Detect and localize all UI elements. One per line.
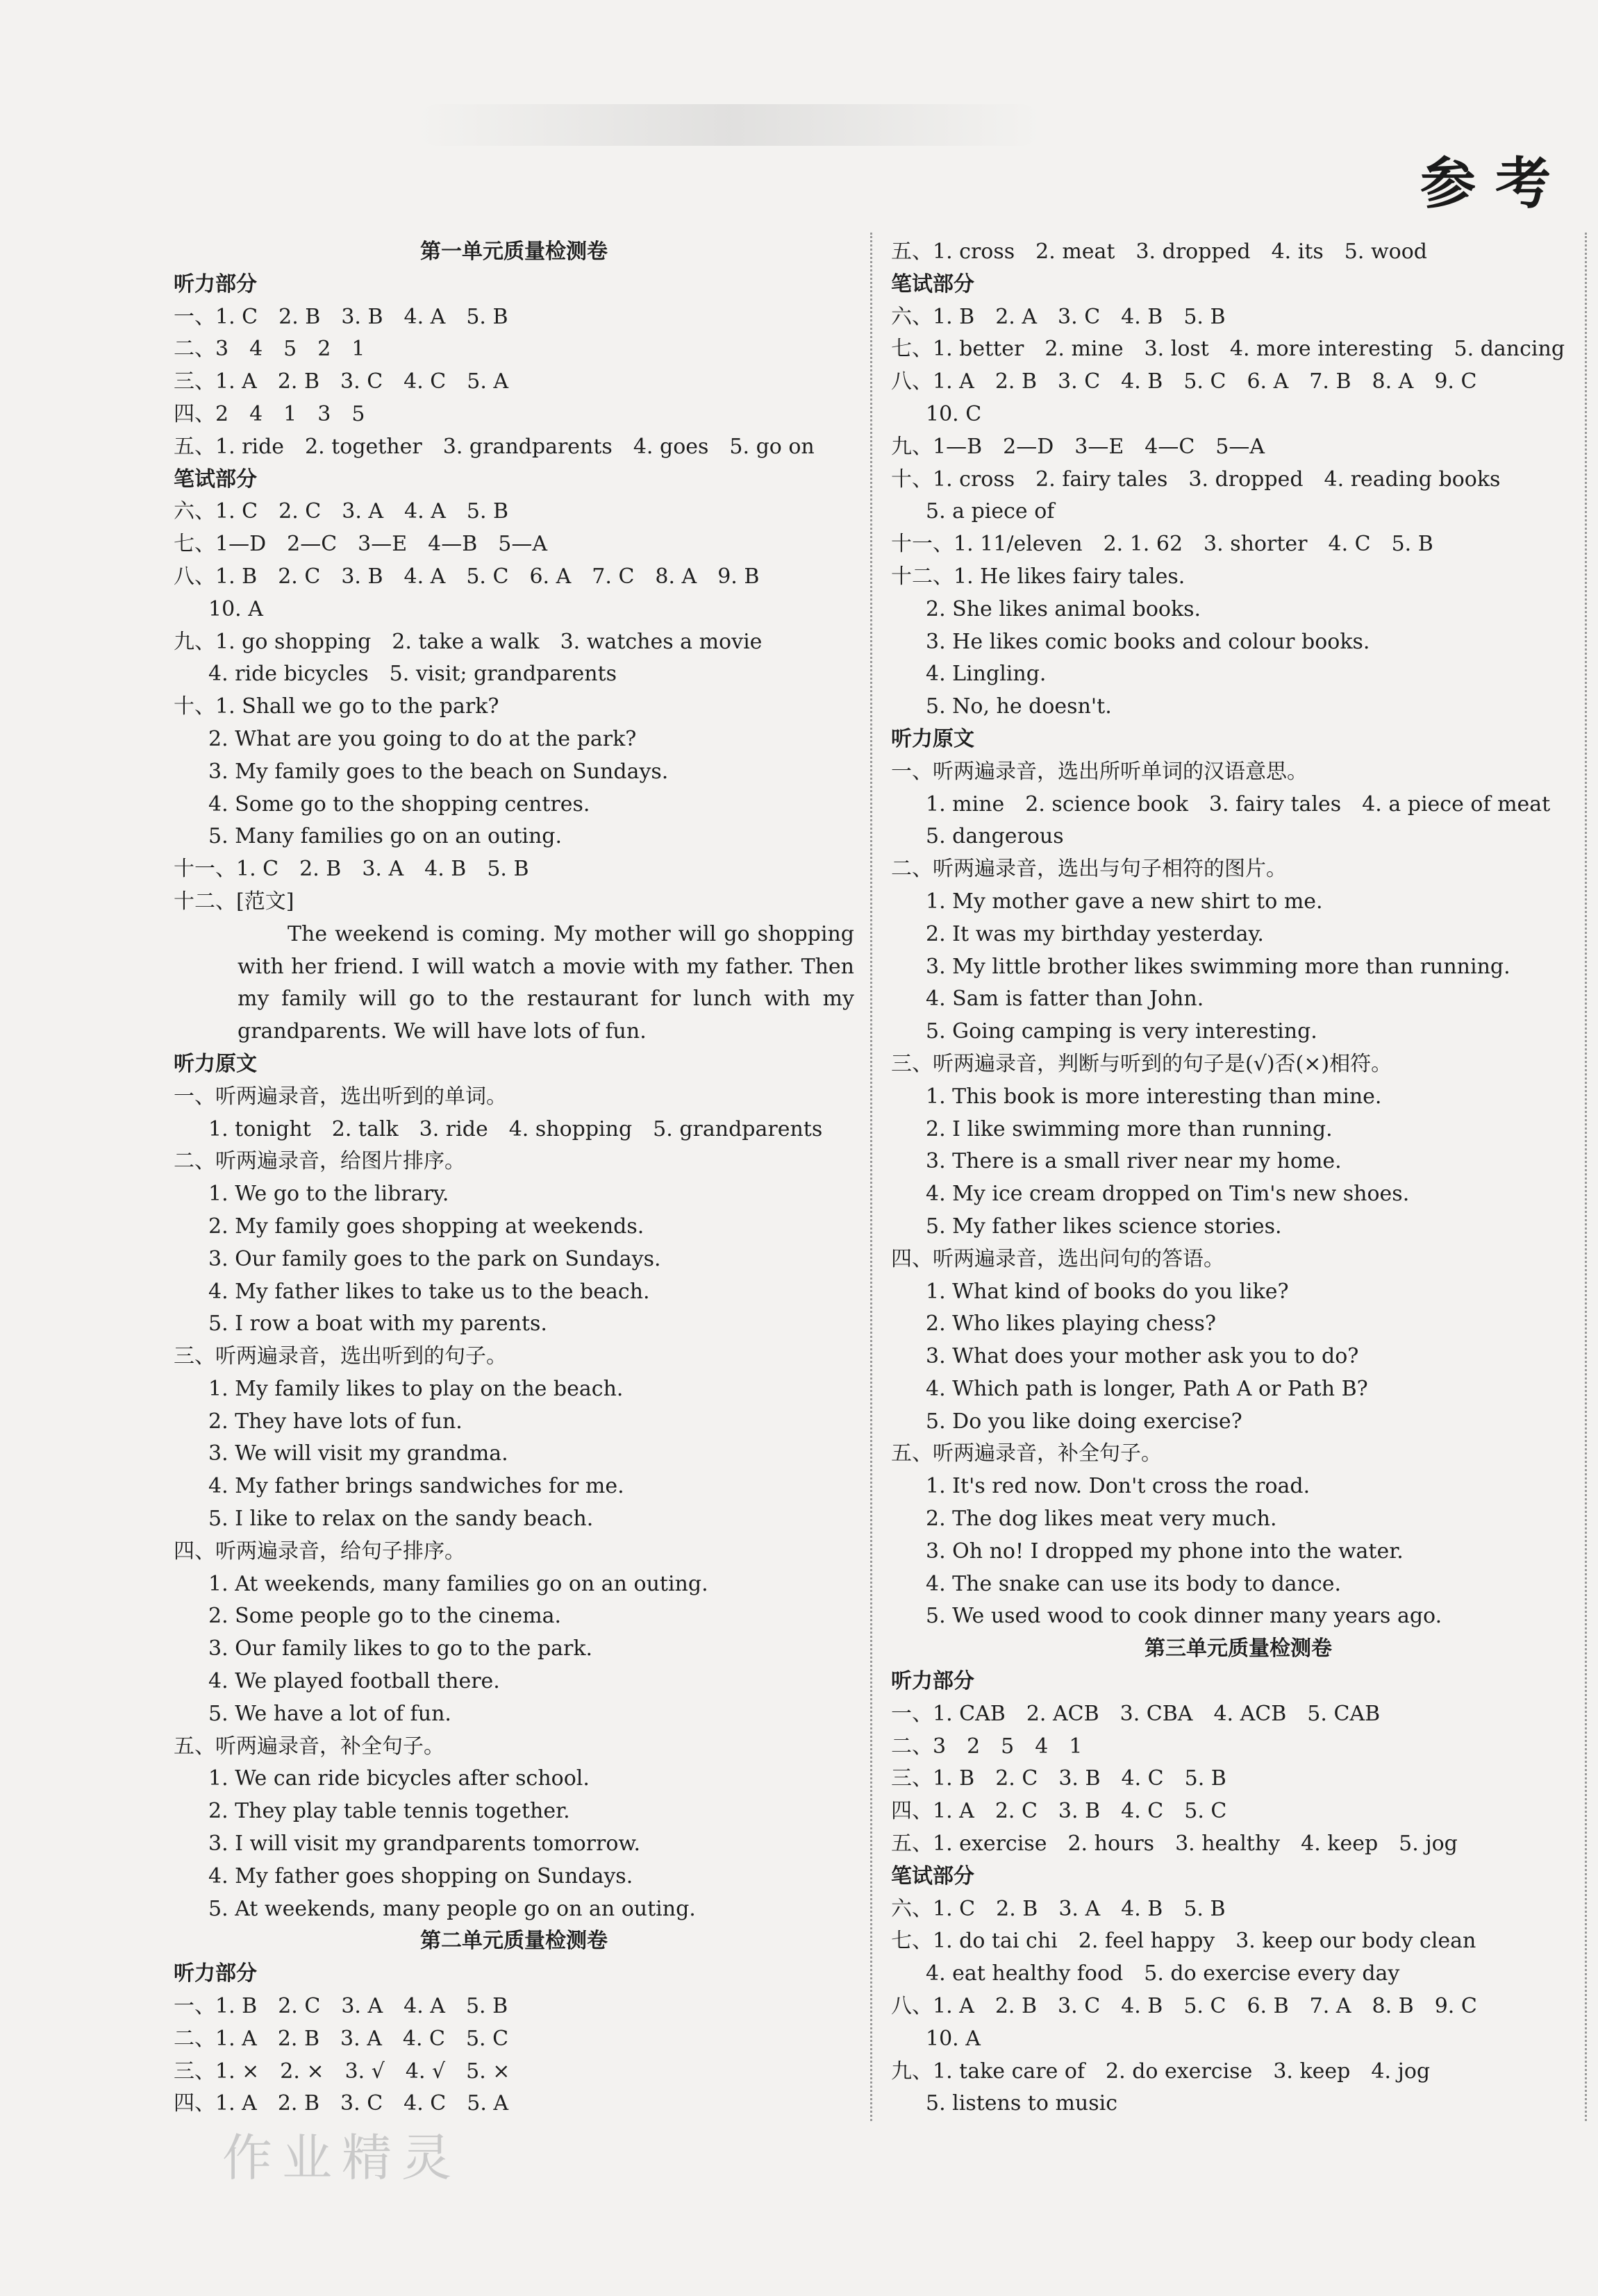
column-divider: [870, 233, 872, 2121]
answer-line: 四、1. A 2. C 3. B 4. C 5. C: [891, 1799, 1227, 1824]
answer-line: 1. mine 2. science book 3. fairy tales 4. a piece of meat: [926, 791, 1551, 816]
answer-line: 九、1. take care of 2. do exercise 3. keep 4. jog: [891, 2059, 1431, 2084]
scan-smudge: [417, 104, 1042, 146]
answer-line: 5. listens to music: [926, 2091, 1118, 2116]
answer-line: 二、3 4 5 2 1: [174, 337, 365, 362]
part-label: 听力部分: [891, 1669, 974, 1694]
answer-line: 十、1. Shall we go to the park?: [174, 694, 499, 719]
answer-line: 七、1. better 2. mine 3. lost 4. more interesting 5. dancing: [891, 337, 1565, 362]
answer-line: 2. The dog likes meat very much.: [926, 1507, 1277, 1532]
answer-line: 10. A: [208, 596, 263, 621]
answer-line: 1. What kind of books do you like?: [926, 1279, 1289, 1304]
part-label: 听力部分: [174, 271, 257, 296]
page-header-title: 参考: [1420, 151, 1570, 216]
answer-line: 1. It's red now. Don't cross the road.: [926, 1474, 1310, 1499]
part-label: 听力原文: [891, 726, 974, 751]
part-label: 笔试部分: [891, 1863, 974, 1888]
answer-line: 4. My father likes to take us to the beach.: [208, 1279, 650, 1304]
answer-line: 五、1. cross 2. meat 3. dropped 4. its 5. wood: [891, 240, 1427, 264]
answer-line: 3. What does your mother ask you to do?: [926, 1344, 1359, 1369]
answer-line: 5. Going camping is very interesting.: [926, 1019, 1317, 1044]
answer-line: 5. dangerous: [926, 824, 1064, 849]
answer-line: 4. Lingling.: [926, 662, 1047, 687]
answer-line: 一、1. B 2. C 3. A 4. A 5. B: [174, 1994, 508, 2019]
answer-line: 3. I will visit my grandparents tomorrow.: [208, 1832, 641, 1857]
answer-line: 三、1. B 2. C 3. B 4. C 5. B: [891, 1766, 1226, 1791]
answer-line: 一、听两遍录音，选出听到的单词。: [174, 1084, 507, 1109]
section-title: 第二单元质量检测卷: [420, 1929, 608, 1954]
answer-line: 4. Sam is fatter than John.: [926, 987, 1204, 1012]
right-column: [891, 236, 1585, 2120]
answer-line: 九、1—B 2—D 3—E 4—C 5—A: [891, 434, 1265, 459]
left-column: [174, 236, 854, 2120]
answer-line: 4. My father brings sandwiches for me.: [208, 1474, 624, 1499]
answer-line: 四、2 4 1 3 5: [174, 401, 365, 426]
answer-line: 1. My mother gave a new shirt to me.: [926, 889, 1323, 914]
answer-line: 10. A: [926, 2026, 981, 2051]
answer-line: 二、听两遍录音，给图片排序。: [174, 1149, 465, 1174]
answer-line: 八、1. A 2. B 3. C 4. B 5. C 6. B 7. A 8. B 9. C: [891, 1994, 1477, 2019]
answer-line: 4. Which path is longer, Path A or Path B?: [926, 1376, 1368, 1401]
answer-line: 1. My family likes to play on the beach.: [208, 1376, 624, 1401]
model-essay-text: The weekend is coming. My mother will go shopping with her friend. I will watch a movie with my father. Then my family will go to the restaurant for lunch with my grandparents. We will have lots of fun.: [238, 921, 854, 1044]
answer-line: 三、1. A 2. B 3. C 4. C 5. A: [174, 369, 509, 394]
answer-line: 2. They have lots of fun.: [208, 1409, 463, 1434]
watermark: 作业精灵: [222, 2129, 462, 2187]
answer-line: 十二、1. He likes fairy tales.: [891, 564, 1185, 589]
answer-line: 5. My father likes science stories.: [926, 1214, 1282, 1239]
model-essay: [174, 919, 854, 1048]
answer-line: 一、1. C 2. B 3. B 4. A 5. B: [174, 304, 508, 329]
answer-line: 十、1. cross 2. fairy tales 3. dropped 4. reading books: [891, 467, 1501, 492]
answer-line: 2. What are you going to do at the park?: [208, 726, 637, 751]
answer-line: 2. She likes animal books.: [926, 596, 1201, 621]
answer-line: 二、3 2 5 4 1: [891, 1734, 1083, 1759]
answer-line: 4. We played football there.: [208, 1669, 500, 1694]
answer-line: 五、1. exercise 2. hours 3. healthy 4. keep 5. jog: [891, 1832, 1458, 1857]
answer-line: 2. My family goes shopping at weekends.: [208, 1214, 644, 1239]
answer-line: 六、1. C 2. B 3. A 4. B 5. B: [891, 1896, 1226, 1921]
answer-line: 5. I like to relax on the sandy beach.: [208, 1507, 594, 1532]
answer-line: 十一、1. C 2. B 3. A 4. B 5. B: [174, 857, 529, 882]
answer-line: 2. Who likes playing chess?: [926, 1312, 1217, 1336]
section-title: 第三单元质量检测卷: [1145, 1636, 1332, 1661]
answer-line: 1. At weekends, many families go on an outing.: [208, 1571, 708, 1596]
answer-line: 五、1. ride 2. together 3. grandparents 4. goes 5. go on: [174, 434, 815, 459]
answer-line: 3. Our family goes to the park on Sundays.: [208, 1246, 661, 1271]
answer-line: 3. Oh no! I dropped my phone into the water.: [926, 1539, 1404, 1564]
answer-line: 1. We go to the library.: [208, 1182, 449, 1207]
answer-line: 六、1. B 2. A 3. C 4. B 5. B: [891, 304, 1226, 329]
answer-line: 5. I row a boat with my parents.: [208, 1312, 547, 1336]
answer-line: 3. There is a small river near my home.: [926, 1149, 1342, 1174]
answer-line: 3. We will visit my grandma.: [208, 1441, 508, 1466]
answer-line: 2. Some people go to the cinema.: [208, 1604, 562, 1629]
answer-line: 5. Many families go on an outing.: [208, 824, 563, 849]
answer-line: 四、听两遍录音，选出问句的答语。: [891, 1246, 1224, 1271]
answer-line: 5. a piece of: [926, 499, 1055, 524]
part-label: 笔试部分: [891, 271, 974, 296]
answer-line: 1. This book is more interesting than mine.: [926, 1084, 1382, 1109]
answer-line: 3. He likes comic books and colour books.: [926, 629, 1370, 654]
section-title: 第一单元质量检测卷: [420, 240, 608, 264]
answer-line: 八、1. B 2. C 3. B 4. A 5. C 6. A 7. C 8. A 9. B: [174, 564, 760, 589]
answer-line: 三、听两遍录音，判断与听到的句子是(√)否(×)相符。: [891, 1051, 1392, 1076]
answer-line: 4. ride bicycles 5. visit; grandparents: [208, 662, 617, 687]
answer-line: 4. The snake can use its body to dance.: [926, 1571, 1342, 1596]
answer-line: 4. My father goes shopping on Sundays.: [208, 1863, 633, 1888]
answer-line: 一、听两遍录音，选出所听单词的汉语意思。: [891, 759, 1308, 784]
answer-line: 4. Some go to the shopping centres.: [208, 791, 590, 816]
part-label: 笔试部分: [174, 467, 257, 492]
answer-line: 四、听两遍录音，给句子排序。: [174, 1539, 465, 1564]
answer-line: 5. We have a lot of fun.: [208, 1701, 451, 1726]
answer-line: 七、1. do tai chi 2. feel happy 3. keep our body clean: [891, 1929, 1476, 1954]
answer-line: 二、听两遍录音，选出与句子相符的图片。: [891, 857, 1287, 882]
answer-line: 2. I like swimming more than running.: [926, 1116, 1333, 1141]
answer-line: 四、1. A 2. B 3. C 4. C 5. A: [174, 2091, 509, 2116]
part-label: 听力部分: [174, 1961, 257, 1986]
answer-line: 3. My little brother likes swimming more than running.: [926, 954, 1510, 979]
answer-line: 五、听两遍录音，补全句子。: [174, 1734, 444, 1759]
answer-line: 七、1—D 2—C 3—E 4—B 5—A: [174, 532, 548, 557]
answer-line: 十一、1. 11/eleven 2. 1. 62 3. shorter 4. C 5. B: [891, 532, 1433, 557]
answer-line: 六、1. C 2. C 3. A 4. A 5. B: [174, 499, 509, 524]
answer-line: 1. We can ride bicycles after school.: [208, 1766, 590, 1791]
answer-line: 5. Do you like doing exercise?: [926, 1409, 1242, 1434]
answer-line: 4. My ice cream dropped on Tim's new shoes.: [926, 1182, 1410, 1207]
answer-line: 3. My family goes to the beach on Sundays.: [208, 759, 669, 784]
answer-line: 10. C: [926, 401, 982, 426]
answer-line: 5. We used wood to cook dinner many years ago.: [926, 1604, 1442, 1629]
answer-line: 五、听两遍录音，补全句子。: [891, 1441, 1162, 1466]
answer-line: 十二、[范文]: [174, 889, 294, 914]
answer-line: 5. No, he doesn't.: [926, 694, 1112, 719]
part-label: 听力原文: [174, 1051, 257, 1076]
answer-line: 九、1. go shopping 2. take a walk 3. watches a movie: [174, 629, 763, 654]
answer-line: 三、1. × 2. × 3. √ 4. √ 5. ×: [174, 2059, 510, 2084]
answer-line: 2. It was my birthday yesterday.: [926, 921, 1264, 946]
answer-line: 3. Our family likes to go to the park.: [208, 1636, 593, 1661]
answer-line: 4. eat healthy food 5. do exercise every day: [926, 1961, 1400, 1986]
answer-line: 一、1. CAB 2. ACB 3. CBA 4. ACB 5. CAB: [891, 1701, 1381, 1726]
answer-line: 1. tonight 2. talk 3. ride 4. shopping 5. grandparents: [208, 1116, 823, 1141]
answer-line: 三、听两遍录音，选出听到的句子。: [174, 1344, 507, 1369]
answer-line: 5. At weekends, many people go on an outing.: [208, 1896, 696, 1921]
answer-line: 八、1. A 2. B 3. C 4. B 5. C 6. A 7. B 8. A 9. C: [891, 369, 1477, 394]
answer-line: 2. They play table tennis together.: [208, 1799, 570, 1824]
answer-line: 二、1. A 2. B 3. A 4. C 5. C: [174, 2026, 509, 2051]
